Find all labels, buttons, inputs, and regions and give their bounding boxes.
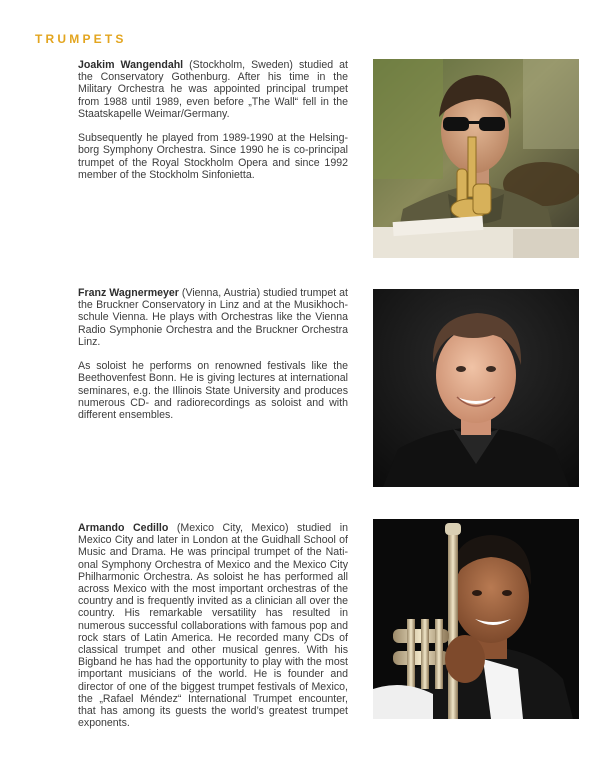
bio-franz-wagnermeyer: [78, 287, 348, 421]
bio-text: (Mexico City, Mexico) studied in Mexico City and later in London at the Guidhall School of Music and Drama. He was principal trumpet of the National Symphony Orchestra of Mexico and the Mexico City Philharmonic Orchestra. As soloist he has performed all across Mexico with the most important orchestras of the country and is frequently invited as a clinician all over the country. His remarkable versatility has resulted in numerous successful collaborations with famous pop and rock stars of Latin America. He recorded many CDs of classical trumpet and other musical genres. With his Bigband he has had the opportunity to play with the most important musicians of the world. He is founder and director of one of the biggest trumpet festivals of Mexico, the „Rafael Méndez“ International Trumpet encounter, that has among its guests the world’s greatest trumpet exponents.: [78, 522, 348, 730]
bio-armando-cedillo: [78, 522, 348, 729]
bio-text: (Stockholm, Sweden) studied at the Conservatory Gothenburg. After his time in the Military Orchestra he was appointed principal trumpet from 1988 until 1989, even before „The Wall“ fell in the Staatskapelle Weimar/Germany.: [78, 59, 348, 120]
photo-franz-wagnermeyer: [373, 289, 579, 487]
musician-name: Armando Cedillo: [78, 522, 169, 534]
portrait-image: [373, 519, 579, 719]
section-title: TRUMPETS: [35, 32, 127, 46]
bio-joakim-wangendahl: [78, 59, 348, 181]
photo-joakim-wangendahl: [373, 59, 579, 258]
bio-paragraph: Subsequently he played from 1989-1990 at the Helsingborg Symphony Orchestra. Since 1990 he is co-principal trumpet of the Royal Stockholm Opera and since 1992 member of the Stockholm Sinfonietta.: [78, 132, 348, 181]
bio-text: (Vienna, Austria) studied trumpet at the Bruckner Conservatory in Linz and at the Musikhochschule Vienna. He plays with Orchestras like the Vienna Radio Symphonie Orchestra and the Bruckner Orchestra Linz.: [78, 287, 348, 348]
photo-armando-cedillo: [373, 519, 579, 719]
bio-paragraph: [78, 59, 348, 120]
portrait-image: [373, 289, 579, 487]
bio-paragraph: [78, 522, 348, 729]
bio-paragraph: [78, 287, 348, 348]
portrait-image: [373, 59, 579, 258]
musician-name: Joakim Wangendahl: [78, 59, 184, 71]
musician-name: Franz Wagnermeyer: [78, 287, 179, 299]
bio-paragraph: As soloist he performs on renowned festivals like the Beethovenfest Bonn. He is giving lectures at international seminares, e.g. the Illinois State University and produces numerous CD- and radiorecordings as soloist and with different ensembles.: [78, 360, 348, 422]
